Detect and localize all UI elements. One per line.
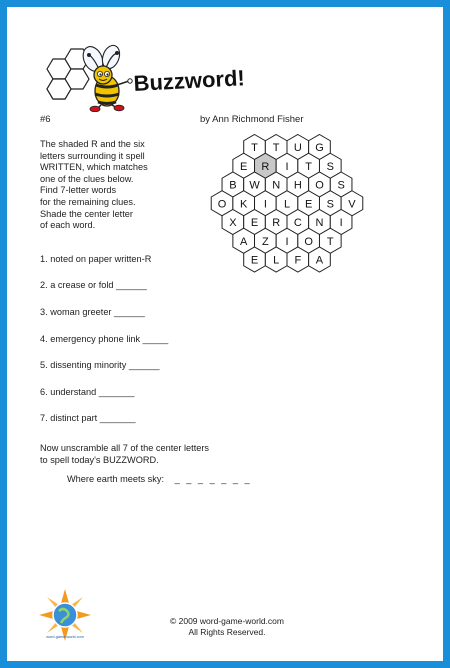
worksheet-page <box>7 7 443 661</box>
hex-letter: E <box>250 217 259 229</box>
hex-letter: T <box>272 142 280 154</box>
hex-letter: I <box>263 198 267 211</box>
instruction-line: letters surrounding it spell <box>40 150 145 161</box>
hex-letter: G <box>315 142 324 154</box>
instruction-line: for the remaining clues. <box>40 196 136 207</box>
instruction-line: The shaded R and the six <box>40 139 145 149</box>
unscramble-instructions <box>40 443 209 466</box>
hex-letter-grid <box>197 133 377 291</box>
hex-letter: A <box>240 235 248 248</box>
hex-letter: Z <box>261 235 269 248</box>
clue-5: 5. dissenting minority ______ <box>40 360 160 370</box>
hex-letter: X <box>229 217 237 229</box>
hex-letter: L <box>273 254 280 267</box>
rights: All Rights Reserved. <box>188 626 266 637</box>
hex-letter: S <box>337 179 345 192</box>
hex-letter: R <box>261 160 270 173</box>
copyright: © 2009 word-game-world.com <box>170 616 284 626</box>
hex-letter: A <box>315 254 324 267</box>
hex-letter: O <box>315 179 324 192</box>
hex-letter: I <box>285 160 289 173</box>
clue-3: 3. woman greeter ______ <box>40 307 145 317</box>
globe-icon <box>53 603 77 627</box>
clue-7: 7. distinct part _______ <box>40 413 136 423</box>
hex-letter: S <box>326 198 334 211</box>
hex-letter: T <box>251 142 258 154</box>
clue-2: 2. a crease or fold ______ <box>40 280 147 290</box>
hex-letter: E <box>250 254 259 267</box>
answer-prompt: Where earth meets sky: <box>67 474 165 484</box>
instruction-line: one of the clues below. <box>40 173 134 184</box>
hex-letter: E <box>304 198 313 211</box>
hex-letter: T <box>326 235 334 248</box>
hex-letter: H <box>293 179 302 192</box>
hex-letter: E <box>240 160 248 173</box>
hex-letter: I <box>285 235 289 248</box>
unscramble-line: Now unscramble all 7 of the center letters <box>40 443 210 453</box>
hex-letter: W <box>249 179 260 192</box>
hex-letter: B <box>229 179 237 192</box>
unscramble-line: to spell today's BUZZWORD. <box>40 454 159 465</box>
answer-line <box>67 474 252 484</box>
header-art <box>7 7 247 112</box>
instruction-line: Find 7-letter words <box>40 185 117 196</box>
byline: by Ann Richmond Fisher <box>200 114 304 125</box>
answer-blank: _ _ _ _ _ _ _ <box>174 474 252 484</box>
hex-letter: T <box>305 160 313 173</box>
copyright-block <box>157 616 297 637</box>
issue-number: #6 <box>40 114 51 125</box>
hex-letter: U <box>293 142 302 154</box>
hex-letter: N <box>315 217 324 229</box>
compass-logo <box>37 587 93 643</box>
hex-letter: F <box>294 254 302 267</box>
clue-1: 1. noted on paper written-R <box>40 254 152 264</box>
hex-letter: K <box>240 198 248 211</box>
instruction-line: WRITTEN, which matches <box>40 162 148 173</box>
instruction-line: Shade the center letter <box>40 208 133 219</box>
hex-letter: O <box>304 235 313 248</box>
clue-6: 6. understand _______ <box>40 387 135 397</box>
instruction-line: of each word. <box>40 220 96 231</box>
clue-4: 4. emergency phone link _____ <box>40 334 169 344</box>
hex-letter: L <box>283 198 291 211</box>
hex-letter: N <box>272 179 281 192</box>
hex-letter: I <box>339 217 343 229</box>
hex-letter: S <box>326 160 334 173</box>
hex-letter: O <box>217 198 227 211</box>
hex-letter: R <box>272 217 281 229</box>
instructions <box>40 139 220 232</box>
hex-letter: V <box>348 198 356 211</box>
hex-letter: C <box>293 217 302 229</box>
title: Buzzword! <box>132 65 246 96</box>
logo-text: word-game-world.com <box>46 635 84 639</box>
